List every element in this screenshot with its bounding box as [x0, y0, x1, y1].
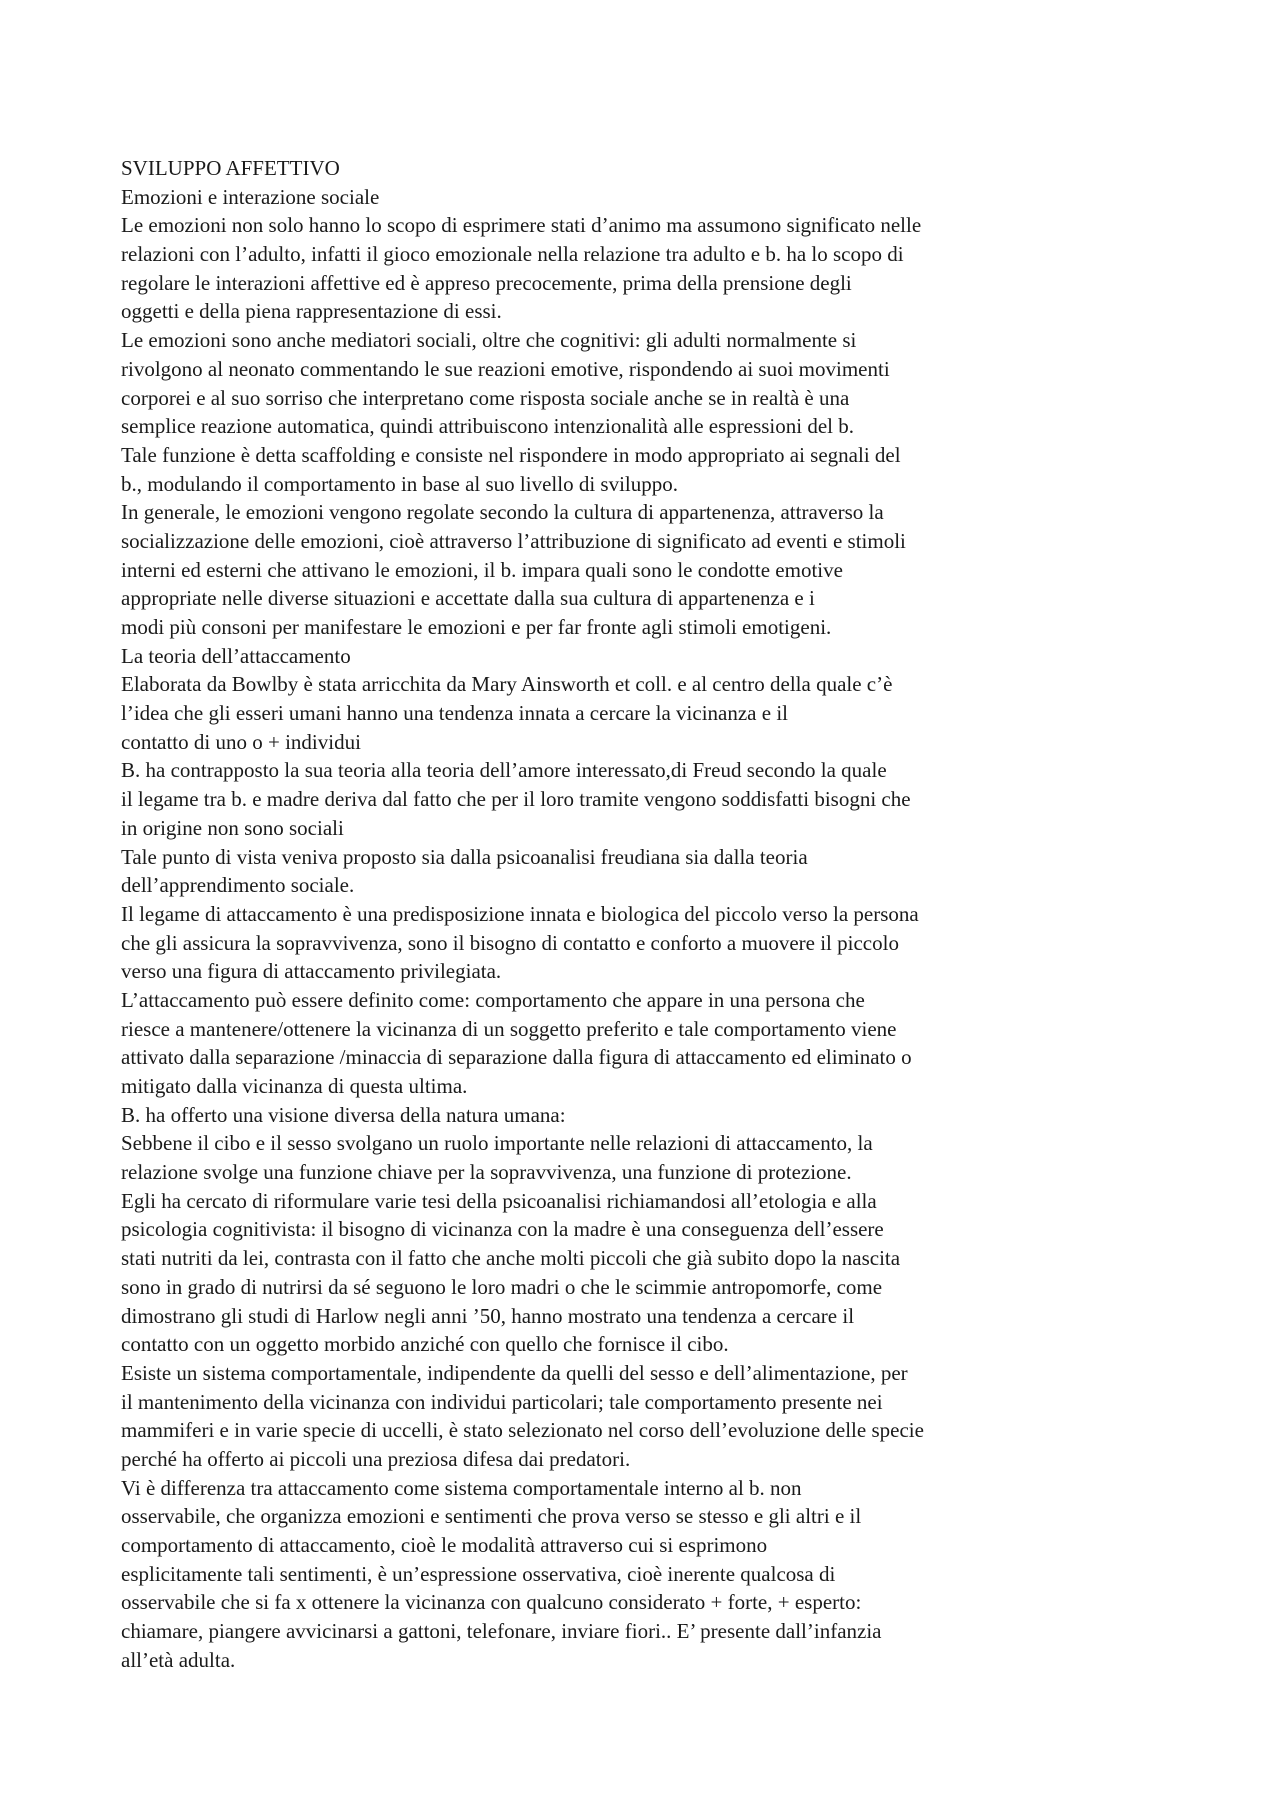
text-line: mitigato dalla vicinanza di questa ultima.: [121, 1074, 468, 1098]
text-line: all’età adulta.: [121, 1647, 236, 1672]
text-line: riesce a mantenere/ottenere la vicinanza di un soggetto preferito e tale comportamento viene: [121, 1016, 897, 1041]
text-line: B. ha contrapposto la sua teoria alla teoria dell’amore interessato,di Freud secondo la quale: [121, 758, 887, 783]
text-line: stati nutriti da lei, contrasta con il fatto che anche molti piccoli che già subito dopo la nascita: [121, 1246, 901, 1271]
text-line: oggetti e della piena rappresentazione di essi.: [121, 299, 502, 324]
text-line: esplicitamente tali sentimenti, è un’espressione osservativa, cioè inerente qualcosa di: [121, 1561, 836, 1586]
text-line: Le emozioni non solo hanno lo scopo di esprimere stati d’animo ma assumono significato nelle: [121, 213, 922, 238]
text-line: Le emozioni sono anche mediatori sociali, oltre che cognitivi: gli adulti normalmente si: [121, 328, 857, 353]
text-line: appropriate nelle diverse situazioni e accettate dalla sua cultura di appartenenza e i: [121, 586, 815, 611]
text-line: osservabile che si fa x ottenere la vicinanza con qualcuno considerato + forte, + esperto:: [121, 1590, 862, 1615]
text-line: Elaborata da Bowlby è stata arricchita da Mary Ainsworth et coll. e al centro della quale c’è: [121, 672, 893, 697]
document-body: [121, 154, 1121, 1674]
text-line: Esiste un sistema comportamentale, indipendente da quelli del sesso e dell’alimentazione, per: [121, 1360, 908, 1385]
text-line: dimostrano gli studi di Harlow negli anni ’50, hanno mostrato una tendenza a cercare il: [121, 1303, 855, 1328]
text-line: B. ha offerto una visione diversa della natura umana:: [121, 1102, 566, 1127]
text-line: in origine non sono sociali: [121, 815, 344, 840]
text-line: relazioni con l’adulto, infatti il gioco emozionale nella relazione tra adulto e b. ha lo scopo di: [121, 242, 904, 267]
text-line: Vi è differenza tra attaccamento come sistema comportamentale interno al b. non: [121, 1475, 802, 1500]
text-line: dell’apprendimento sociale.: [121, 873, 355, 898]
text-line: sono in grado di nutrirsi da sé seguono le loro madri o che le scimmie antropomorfe, come: [121, 1274, 883, 1299]
text-line: contatto di uno o + individui: [121, 729, 361, 754]
text-line: relazione svolge una funzione chiave per la sopravvivenza, una funzione di protezione.: [121, 1160, 852, 1185]
text-line: Sebbene il cibo e il sesso svolgano un ruolo importante nelle relazioni di attaccamento, la: [121, 1131, 873, 1156]
subsection-heading: La teoria dell’attaccamento: [121, 643, 351, 668]
text-line: psicologia cognitivista: il bisogno di vicinanza con la madre è una conseguenza dell’essere: [121, 1217, 884, 1242]
text-line: l’idea che gli esseri umani hanno una tendenza innata a cercare la vicinanza e il: [121, 701, 788, 726]
text-line: perché ha offerto ai piccoli una preziosa difesa dai predatori.: [121, 1446, 631, 1471]
text-line: chiamare, piangere avvicinarsi a gattoni, telefonare, inviare fiori.. E’ presente dall’infanzia: [121, 1619, 882, 1644]
text-line: osservabile, che organizza emozioni e sentimenti che prova verso se stesso e gli altri e il: [121, 1504, 862, 1529]
text-line: Il legame di attaccamento è una predisposizione innata e biologica del piccolo verso la persona: [121, 901, 919, 926]
text-line: che gli assicura la sopravvivenza, sono il bisogno di contatto e conforto a muovere il piccolo: [121, 930, 899, 955]
text-line: il legame tra b. e madre deriva dal fatto che per il loro tramite vengono soddisfatti bisogni che: [121, 787, 911, 812]
text-line: Tale funzione è detta scaffolding e consiste nel rispondere in modo appropriato ai segnali del: [121, 442, 901, 467]
subsection-heading: Emozioni e interazione sociale: [121, 184, 380, 209]
text-line: L’attaccamento può essere definito come: comportamento che appare in una persona che: [121, 987, 865, 1012]
text-line: socializzazione delle emozioni, cioè attraverso l’attribuzione di significato ad eventi e stimoli: [121, 528, 906, 553]
text-line: verso una figura di attaccamento privilegiata.: [121, 959, 502, 984]
text-line: interni ed esterni che attivano le emozioni, il b. impara quali sono le condotte emotive: [121, 557, 843, 582]
text-line: Egli ha cercato di riformulare varie tesi della psicoanalisi richiamandosi all’etologia e alla: [121, 1188, 877, 1213]
section-title: SVILUPPO AFFETTIVO: [121, 156, 340, 180]
text-line: mammiferi e in varie specie di uccelli, è stato selezionato nel corso dell’evoluzione delle specie: [121, 1418, 924, 1443]
text-line: rivolgono al neonato commentando le sue reazioni emotive, rispondendo ai suoi movimenti: [121, 356, 890, 381]
text-line: corporei e al suo sorriso che interpretano come risposta sociale anche se in realtà è una: [121, 385, 850, 410]
text-line: b., modulando il comportamento in base al suo livello di sviluppo.: [121, 471, 679, 496]
text-line: il mantenimento della vicinanza con individui particolari; tale comportamento presente nei: [121, 1389, 883, 1414]
text-line: In generale, le emozioni vengono regolate secondo la cultura di appartenenza, attraverso la: [121, 500, 884, 525]
text-line: attivato dalla separazione /minaccia di separazione dalla figura di attaccamento ed eliminato o: [121, 1045, 912, 1070]
text-line: Tale punto di vista veniva proposto sia dalla psicoanalisi freudiana sia dalla teoria: [121, 844, 808, 869]
text-line: contatto con un oggetto morbido anziché con quello che fornisce il cibo.: [121, 1332, 729, 1357]
text-line: modi più consoni per manifestare le emozioni e per far fronte agli stimoli emotigeni.: [121, 615, 832, 639]
text-line: comportamento di attaccamento, cioè le modalità attraverso cui si esprimono: [121, 1533, 768, 1557]
text-line: semplice reazione automatica, quindi attribuiscono intenzionalità alle espressioni del b.: [121, 414, 855, 439]
text-line: regolare le interazioni affettive ed è appreso precocemente, prima della prensione degli: [121, 270, 852, 295]
